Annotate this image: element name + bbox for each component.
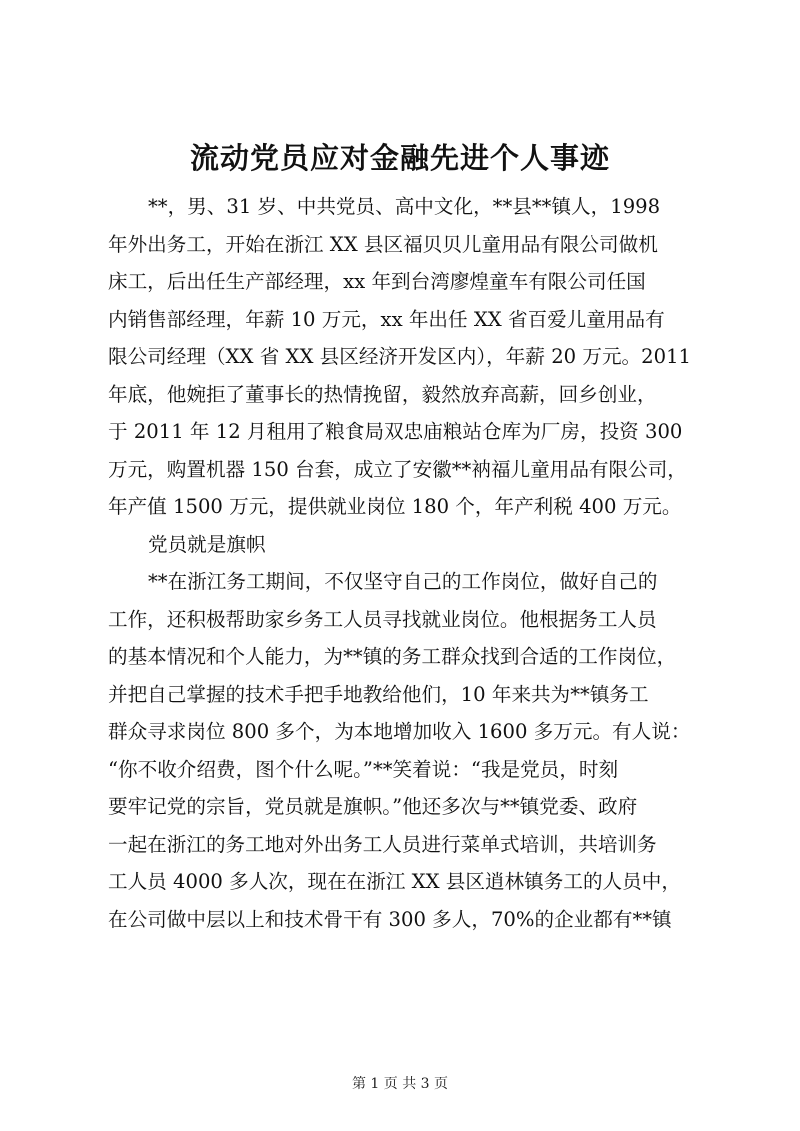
paragraph-line: “你不收介绍费，图个什么呢。”**笑着说：“我是党员，时刻 [108, 757, 619, 781]
paragraph-line: 工人员 4000 多人次，现在在浙江 XX 县区逍林镇务工的人员中， [108, 870, 681, 893]
paragraph-line: 限公司经理（XX 省 XX 县区经济开发区内），年薪 20 万元。2011 [108, 345, 691, 368]
document-body [108, 188, 708, 938]
paragraph-line: 的基本情况和个人能力，为**镇的务工群众找到合适的工作岗位， [108, 645, 677, 668]
paragraph-line: 万元，购置机器 150 台套，成立了安徽**衲福儿童用品有限公司， [108, 457, 687, 481]
paragraph-line: 年产值 1500 万元，提供就业岗位 180 个，年产利税 400 万元。 [108, 495, 682, 518]
document-title: 流动党员应对金融先进个人事迹 [189, 141, 610, 175]
paragraph-line: 并把自己掌握的技术手把手地教给他们，10 年来共为**镇务工 [108, 682, 649, 706]
paragraph-line: 于 2011 年 12 月租用了粮食局双忠庙粮站仓库为厂房，投资 300 [108, 420, 683, 443]
paragraph-line: 一起在浙江的务工地对外出务工人员进行菜单式培训，共培训务 [108, 832, 657, 856]
paragraph-line: 内销售部经理，年薪 10 万元，xx 年出任 XX 省百爱儿童用品有 [108, 307, 665, 331]
paragraph-line: **在浙江务工期间，不仅坚守自己的工作岗位，做好自己的 [148, 570, 658, 593]
paragraph-line: 群众寻求岗位 800 多个，为本地增加收入 1600 多万元。有人说： [108, 720, 691, 743]
paragraph-line: 在公司做中层以上和技术骨干有 300 多人，70%的企业都有**镇 [108, 907, 672, 931]
paragraph-line: **，男、31 岁、中共党员、高中文化，**县**镇人，1998 [148, 195, 661, 218]
paragraph-line: 要牢记党的宗旨，党员就是旗帜。”他还多次与**镇党委、政府 [108, 795, 638, 818]
section-heading: 党员就是旗帜 [148, 532, 266, 556]
paragraph-line: 工作，还积极帮助家乡务工人员寻找就业岗位。他根据务工人员 [108, 607, 657, 631]
paragraph-line: 年外出务工，开始在浙江 XX 县区福贝贝儿童用品有限公司做机 [108, 232, 658, 256]
page-footer: 第 1 页 共 3 页 [351, 1076, 449, 1092]
paragraph-line: 年底，他婉拒了董事长的热情挽留，毅然放弃高薪，回乡创业， [108, 382, 657, 406]
paragraph-line: 床工，后出任生产部经理，xx 年到台湾廖煌童车有限公司任国 [108, 270, 646, 293]
